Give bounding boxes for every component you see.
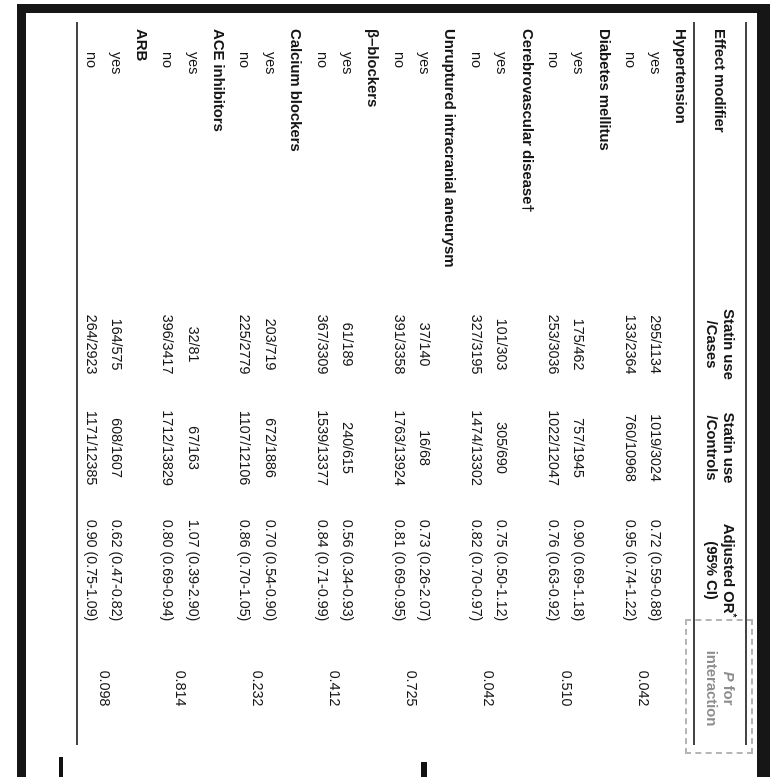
cell-modifier: yes [108,52,125,75]
cell-statin-controls: 760/10968 [621,414,638,482]
stray-mark [59,757,63,777]
cell-statin-controls: 1171/12385 [82,410,99,486]
cell-statin-controls: 1712/13829 [159,410,176,486]
col-header-p-interaction [694,632,746,745]
cell-p-interaction: 0.412 [326,670,343,707]
col-header-statin-cases [694,302,746,387]
cell-modifier: yes [339,52,356,75]
rotated-table-container [78,22,747,745]
cell-statin-cases: 391/3358 [390,314,407,375]
cell-statin-cases: 295/1134 [647,315,664,374]
cell-statin-controls: 608/1607 [108,418,125,478]
cell-adjusted-or: 0.62 (0.47-0.82) [108,519,125,622]
data-row [489,22,515,745]
cell-statin-controls: 1763/13924 [390,410,407,486]
cell-p-interaction: 0.725 [403,670,420,707]
cell-adjusted-or: 0.56 (0.34-0.93) [339,519,356,622]
cell-statin-controls: 672/1886 [262,418,279,478]
cell-adjusted-or: 0.73 (0.26-2.07) [416,519,433,622]
cell-modifier: yes [570,52,587,75]
header-text: Effect modifier [711,29,729,133]
cell-statin-cases: 253/3036 [544,314,561,375]
cell-statin-controls: 1474/13302 [467,410,484,486]
header-text: (95% CI) [703,541,720,600]
cell-adjusted-or: 0.95 (0.74-1.22) [621,519,638,622]
effect-modifier-table [77,22,748,745]
cell-modifier: no [313,52,330,68]
table-body [78,22,695,745]
cell-modifier: no [236,52,253,68]
cell-p-interaction: 0.042 [634,670,651,707]
cell-adjusted-or: 0.72 (0.59-0.88) [647,519,664,622]
cell-statin-cases: 37/140 [416,322,433,367]
group-label: Hypertension [672,29,690,124]
cell-statin-cases: 367/3309 [313,314,330,375]
cell-adjusted-or: 0.76 (0.63-0.92) [544,519,561,622]
group-label-row [206,22,232,745]
cell-p-interaction: 0.042 [480,670,497,707]
header-text: Statin use [720,309,737,380]
group-label: ARB [133,29,151,62]
cell-statin-controls: 1022/12047 [544,410,561,486]
data-row [180,22,206,745]
cell-modifier: yes [416,52,433,75]
data-row [643,22,669,745]
group-label-row [668,22,694,745]
cell-adjusted-or: 0.84 (0.71-0.99) [313,519,330,622]
italic-p: P [720,671,737,682]
cell-statin-controls: 305/690 [493,422,510,474]
cell-statin-cases: 203/719 [262,318,279,371]
cell-modifier: no [390,52,407,68]
cell-p-interaction: 0.814 [172,670,189,707]
cell-modifier: no [621,52,638,68]
cell-statin-cases: 164/575 [108,318,125,371]
cell-modifier: yes [647,52,664,75]
group-label-row [591,22,617,745]
group-label: Unruptured intracranial aneurysm [441,29,459,268]
col-header-effect-modifier [694,22,746,302]
header-text: /Cases [703,320,720,369]
cell-adjusted-or: 0.90 (0.69-1.18) [570,519,587,622]
cell-statin-cases: 396/3417 [159,314,176,375]
scan-edge-right [757,4,770,777]
cell-statin-cases: 61/189 [339,322,356,367]
group-label: Cerebrovascular disease† [518,29,536,213]
header-text: Statin use [720,412,737,484]
cell-statin-cases: 175/462 [570,318,587,371]
cell-modifier: no [159,52,176,68]
group-label-row [283,22,309,745]
cell-modifier: yes [262,52,279,75]
cell-modifier: yes [493,52,510,75]
scan-edge-top [17,4,770,13]
cell-adjusted-or: 0.70 (0.54-0.90) [262,519,279,622]
header-text: for [720,681,737,706]
cell-p-interaction: 0.510 [557,670,574,707]
cell-adjusted-or: 0.90 (0.75-1.09) [82,519,99,622]
asterisk-footnote-marker: * [727,613,738,618]
cell-statin-cases: 101/303 [493,318,510,371]
cell-adjusted-or: 0.86 (0.70-1.05) [236,519,253,622]
cell-p-interaction: 0.232 [249,670,266,707]
cell-adjusted-or: 1.07 (0.39-2.90) [185,519,202,622]
header-text [720,632,737,745]
header-row [694,22,746,745]
header-text: /Controls [703,415,720,481]
cell-statin-cases: 327/3195 [467,314,484,375]
cell-statin-controls: 1019/3024 [647,414,664,482]
col-header-statin-controls [694,387,746,509]
group-label: β–blockers [364,29,382,108]
header-text: Adjusted OR [720,523,737,614]
group-label: Diabetes mellitus [595,29,613,151]
cell-statin-controls: 240/615 [339,422,356,474]
data-row [103,22,129,745]
data-row [334,22,360,745]
cell-statin-controls: 16/68 [416,430,433,466]
stray-mark [421,762,427,777]
group-label: Calcium blockers [287,29,305,152]
group-label-row [129,22,155,745]
scan-edge-left [17,4,26,777]
cell-adjusted-or: 0.80 (0.69-0.94) [159,519,176,622]
cell-statin-controls: 757/1945 [570,418,587,478]
col-header-adjusted-or [694,509,746,632]
cell-p-interaction: 0.098 [95,670,112,707]
data-row [411,22,437,745]
cell-modifier: no [82,52,99,68]
header-text: interaction [703,650,720,727]
cell-statin-controls: 1539/13377 [313,410,330,486]
group-label: ACE inhibitors [210,29,228,132]
cell-modifier: no [544,52,561,68]
header-text [720,509,737,632]
data-row [566,22,592,745]
cell-statin-controls: 67/163 [185,426,202,470]
group-label-row [514,22,540,745]
cell-adjusted-or: 0.81 (0.69-0.95) [390,519,407,622]
cell-adjusted-or: 0.75 (0.50-1.12) [493,519,510,622]
data-row [257,22,283,745]
group-label-row [360,22,386,745]
cell-statin-cases: 225/2779 [236,314,253,375]
group-label-row [437,22,463,745]
cell-statin-cases: 264/2923 [82,314,99,375]
cell-adjusted-or: 0.82 (0.70-0.97) [467,519,484,622]
cell-statin-cases: 32/81 [185,326,202,363]
cell-modifier: no [467,52,484,68]
cell-modifier: yes [185,52,202,75]
cell-statin-cases: 133/2364 [621,314,638,375]
cell-statin-controls: 1107/12106 [236,410,253,486]
